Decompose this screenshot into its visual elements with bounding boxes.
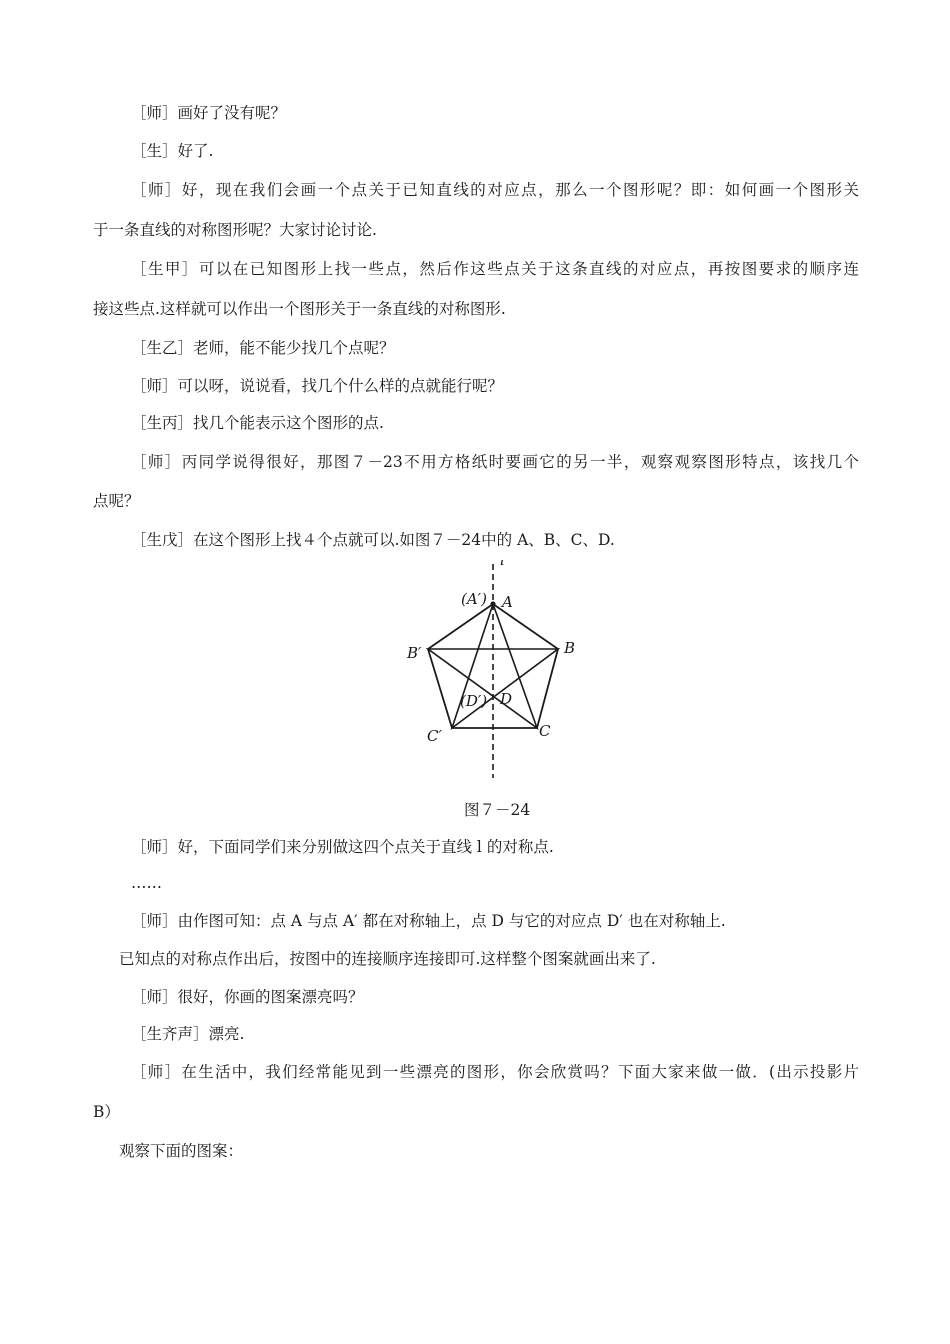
ellipsis-line: ……: [131, 874, 162, 892]
dialogue-line: 于一条直线的对称图形呢？大家讨论讨论.: [93, 221, 377, 239]
label-a: A: [502, 593, 513, 611]
dialogue-line: ［师］画好了没有呢？: [131, 104, 287, 122]
dialogue-line: 点呢？: [93, 492, 140, 510]
dialogue-line: ［师］丙同学说得很好，那图７－23不用方格纸时要画它的另一半，观察观察图形特点，该找几个: [131, 453, 859, 471]
label-a-prime: (A′): [461, 590, 487, 608]
label-b: B: [564, 639, 576, 657]
dialogue-line: ［师］由作图可知：点 A 与点 A′ 都在对称轴上，点 D 与它的对应点 D′ 也在对称轴上.: [131, 912, 726, 930]
dialogue-line: ［师］可以呀，说说看，找几个什么样的点就能行呢？: [131, 377, 504, 395]
vertex-point: [490, 601, 495, 606]
figure-caption: 图７－24: [464, 801, 531, 819]
dialogue-line: ［生］好了.: [131, 142, 214, 160]
dialogue-line: ［师］好，现在我们会画一个点关于已知直线的对应点，那么一个图形呢？即：如何画一个图形关: [131, 181, 859, 199]
dialogue-line: 观察下面的图案：: [119, 1142, 244, 1160]
dialogue-line: ［师］好，下面同学们来分别做这四个点关于直线 l 的对称点.: [131, 838, 554, 856]
label-c: C: [539, 722, 551, 740]
dialogue-line: ［生戊］在这个图形上找４个点就可以.如图７－24中的 A、B、C、D.: [131, 531, 615, 549]
axis-label: l: [500, 560, 505, 569]
label-d-prime: (D′): [460, 692, 488, 710]
dialogue-line: ［师］很好，你画的图案漂亮吗？: [131, 988, 364, 1006]
label-b-prime: B′: [407, 644, 422, 662]
dialogue-line: ［生齐声］漂亮.: [131, 1025, 245, 1043]
dialogue-line: ［生乙］老师，能不能少找几个点呢？: [131, 339, 395, 357]
pentagon-star-figure: [400, 560, 600, 785]
label-d: D: [500, 690, 513, 708]
dialogue-line: ［师］在生活中，我们经常能见到一些漂亮的图形，你会欣赏吗？下面大家来做一做．(出示投影片: [131, 1063, 859, 1081]
dialogue-line: 已知点的对称点作出后，按图中的连接顺序连接即可.这样整个图案就画出来了.: [119, 950, 656, 968]
dialogue-line: ［生丙］找几个能表示这个图形的点.: [131, 414, 384, 432]
dialogue-line: B）: [93, 1103, 120, 1121]
label-c-prime: C′: [427, 727, 442, 745]
dialogue-line: ［生甲］可以在已知图形上找一些点，然后作这些点关于这条直线的对应点，再按图要求的顺序连: [131, 260, 859, 278]
dialogue-line: 接这些点.这样就可以作出一个图形关于一条直线的对称图形.: [93, 300, 506, 318]
